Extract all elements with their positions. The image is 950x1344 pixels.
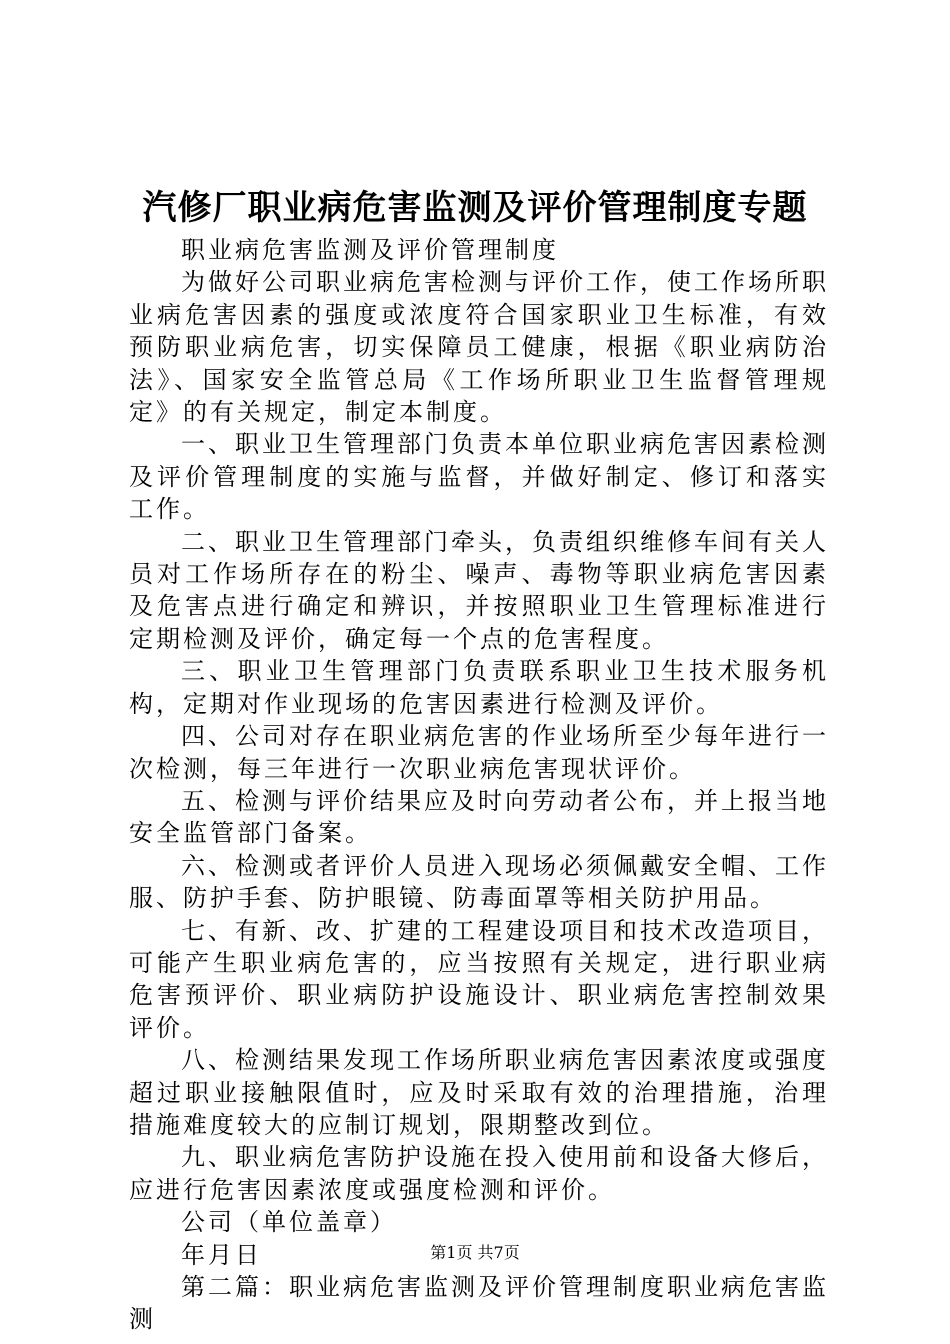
paragraph-item-7: 七、有新、改、扩建的工程建设项目和技术改造项目，可能产生职业病危害的，应当按照有关规定，进行职业病危害预评价、职业病防护设施设计、职业病危害控制效果评价。 xyxy=(129,916,829,1042)
paragraph-intro: 为做好公司职业病危害检测与评价工作，使工作场所职业病危害因素的强度或浓度符合国家职业卫生标准，有效预防职业病危害，切实保障员工健康，根据《职业病防治法》、国家安全监管总局《工作场所职业卫生监督管理规定》的有关规定，制定本制度。 xyxy=(129,268,829,427)
paragraph-item-4: 四、公司对存在职业病危害的作业场所至少每年进行一次检测，每三年进行一次职业病危害现状评价。 xyxy=(129,722,829,783)
document-body xyxy=(129,234,829,1336)
paragraph-item-1: 一、职业卫生管理部门负责本单位职业病危害因素检测及评价管理制度的实施与监督，并做好制定、修订和落实工作。 xyxy=(129,430,829,524)
paragraph-item-2: 二、职业卫生管理部门牵头，负责组织维修车间有关人员对工作场所存在的粉尘、噪声、毒物等职业病危害因素及危害点进行确定和辨识，并按照职业卫生管理标准进行定期检测及评价，确定每一个点的危害程度。 xyxy=(129,527,829,653)
document-title: 汽修厂职业病危害监测及评价管理制度专题 xyxy=(142,188,808,228)
paragraph-date: 年月日 xyxy=(181,1240,262,1269)
paragraph-company-seal: 公司（单位盖章） xyxy=(181,1208,397,1237)
page-number: 第1页 共7页 xyxy=(430,1243,520,1262)
paragraph-next-section: 第二篇：职业病危害监测及评价管理制度职业病危害监测 xyxy=(129,1273,829,1334)
paragraph-subtitle: 职业病危害监测及评价管理制度 xyxy=(181,236,559,264)
paragraph-item-8: 八、检测结果发现工作场所职业病危害因素浓度或强度超过职业接触限值时，应及时采取有效的治理措施，治理措施难度较大的应制订规划，限期整改到位。 xyxy=(129,1046,829,1139)
paragraph-item-3: 三、职业卫生管理部门负责联系职业卫生技术服务机构，定期对作业现场的危害因素进行检测及评价。 xyxy=(129,657,829,718)
paragraph-item-5: 五、检测与评价结果应及时向劳动者公布，并上报当地安全监管部门备案。 xyxy=(129,786,829,848)
paragraph-item-9: 九、职业病危害防护设施在投入使用前和设备大修后，应进行危害因素浓度或强度检测和评价。 xyxy=(129,1143,829,1204)
paragraph-item-6: 六、检测或者评价人员进入现场必须佩戴安全帽、工作服、防护手套、防护眼镜、防毒面罩等相关防护用品。 xyxy=(129,851,829,913)
